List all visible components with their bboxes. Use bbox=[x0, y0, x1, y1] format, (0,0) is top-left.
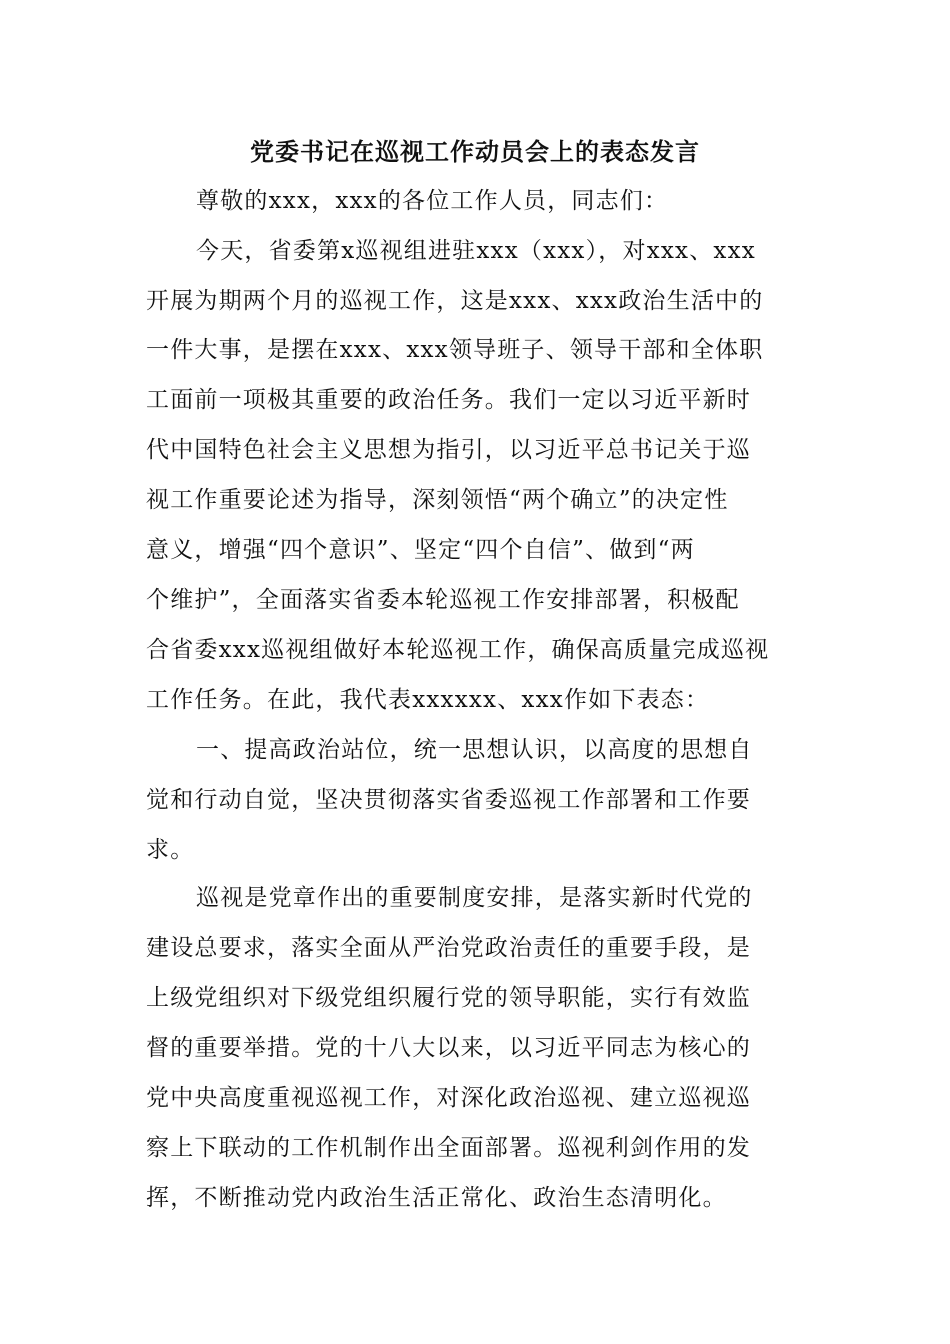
text-line: 今天，省委第x巡视组进驻xxx（xxx），对xxx、xxx bbox=[196, 238, 756, 264]
text-line: 上级党组织对下级党组织履行党的领导职能，实行有效监 bbox=[146, 985, 751, 1011]
text-line: 工面前一项极其重要的政治任务。我们一定以习近平新时 bbox=[146, 387, 751, 413]
text-line: 巡视是党章作出的重要制度安排，是落实新时代党的 bbox=[196, 885, 753, 911]
text-line: 合省委xxx巡视组做好本轮巡视工作，确保高质量完成巡视 bbox=[146, 637, 770, 663]
text-line: 个维护”，全面落实省委本轮巡视工作安排部署，积极配 bbox=[146, 587, 740, 613]
text-line: 工作任务。在此，我代表xxxxxx、xxx作如下表态： bbox=[146, 687, 710, 713]
text-line: 视工作重要论述为指导，深刻领悟“两个确立”的决定性 bbox=[146, 487, 729, 513]
text-line: 意义，增强“四个意识”、坚定“四个自信”、做到“两 bbox=[146, 537, 695, 563]
text-line: 一件大事，是摆在xxx、xxx领导班子、领导干部和全体职 bbox=[146, 337, 764, 363]
document-title: 党委书记在巡视工作动员会上的表态发言 bbox=[250, 137, 700, 166]
text-line: 开展为期两个月的巡视工作，这是xxx、xxx政治生活中的 bbox=[146, 288, 764, 314]
text-line: 建设总要求，落实全面从严治党政治责任的重要手段，是 bbox=[146, 935, 751, 961]
text-line: 督的重要举措。党的十八大以来，以习近平同志为核心的 bbox=[146, 1035, 751, 1061]
text-line: 察上下联动的工作机制作出全面部署。巡视利剑作用的发 bbox=[146, 1135, 751, 1161]
text-line: 挥，不断推动党内政治生活正常化、政治生态清明化。 bbox=[146, 1185, 727, 1211]
text-line: 求。 bbox=[146, 837, 195, 863]
text-line: 代中国特色社会主义思想为指引，以习近平总书记关于巡 bbox=[146, 437, 751, 463]
text-line: 尊敬的xxx，xxx的各位工作人员，同志们： bbox=[196, 188, 669, 214]
text-line: 党中央高度重视巡视工作，对深化政治巡视、建立巡视巡 bbox=[146, 1085, 751, 1111]
text-line: 觉和行动自觉，坚决贯彻落实省委巡视工作部署和工作要 bbox=[146, 787, 751, 813]
text-line: 一、提高政治站位，统一思想认识，以高度的思想自 bbox=[196, 737, 753, 763]
